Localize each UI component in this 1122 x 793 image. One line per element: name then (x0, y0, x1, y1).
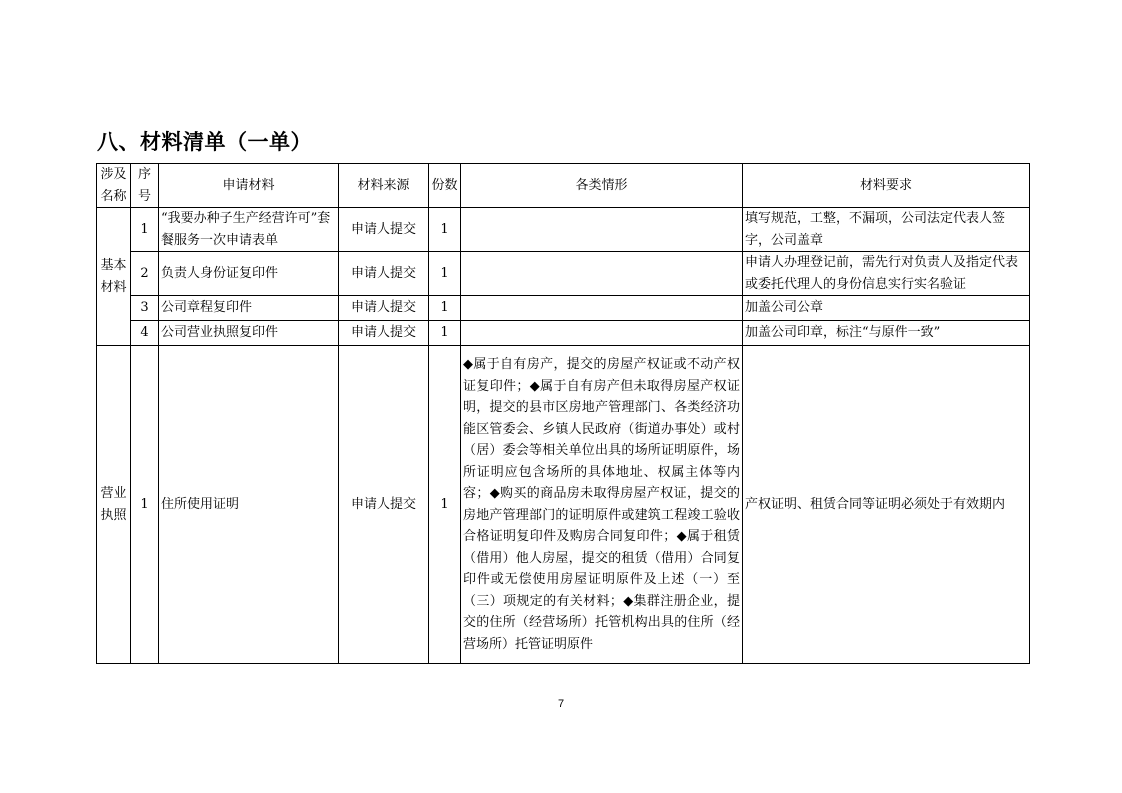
group-name-basic: 基本材料 (97, 208, 131, 346)
row-copies: 1 (429, 346, 461, 664)
row-copies: 1 (429, 208, 461, 252)
header-index: 序号 (131, 164, 159, 208)
row-material: 住所使用证明 (159, 346, 339, 664)
header-copies: 份数 (429, 164, 461, 208)
row-situation (461, 208, 743, 252)
table-header-row (97, 164, 1030, 208)
row-material: 负责人身份证复印件 (159, 252, 339, 296)
table-row (97, 252, 1030, 296)
row-index: 3 (131, 296, 159, 321)
header-situation: 各类情形 (461, 164, 743, 208)
row-source: 申请人提交 (339, 296, 429, 321)
page-title: 八、材料清单（一单） (97, 130, 312, 154)
row-copies: 1 (429, 296, 461, 321)
header-material: 申请材料 (159, 164, 339, 208)
header-requirement: 材料要求 (743, 164, 1030, 208)
row-copies: 1 (429, 321, 461, 346)
row-material: “我要办种子生产经营许可”套餐服务一次申请表单 (159, 208, 339, 252)
row-index: 4 (131, 321, 159, 346)
row-requirement: 填写规范，工整，不漏项，公司法定代表人签字，公司盖章 (743, 208, 1030, 252)
row-source: 申请人提交 (339, 321, 429, 346)
group-name-license: 营业执照 (97, 346, 131, 664)
row-index: 1 (131, 346, 159, 664)
table-row (97, 296, 1030, 321)
table-row (97, 208, 1030, 252)
row-situation: ◆属于自有房产，提交的房屋产权证或不动产权证复印件；◆属于自有房产但未取得房屋产权证明，提交的县市区房地产管理部门、各类经济功能区管委会、乡镇人民政府（街道办事处）或村（居）委会等相关单位出具的场所证明原件，场所证明应包含场所的具体地址、权属主体等内容；◆购买的商品房未取得房屋产权证，提交的房地产管理部门的证明原件或建筑工程竣工验收合格证明复印件及购房合同复印件；◆属于租赁（借用）他人房屋，提交的租赁（借用）合同复印件或无偿使用房屋证明原件及上述（一）至（三）项规定的有关材料；◆集群注册企业，提交的住所（经营场所）托管机构出具的住所（经营场所）托管证明原件 (461, 346, 743, 664)
row-source: 申请人提交 (339, 208, 429, 252)
row-situation (461, 321, 743, 346)
row-requirement: 产权证明、租赁合同等证明必须处于有效期内 (743, 346, 1030, 664)
row-source: 申请人提交 (339, 346, 429, 664)
row-situation (461, 296, 743, 321)
header-source: 材料来源 (339, 164, 429, 208)
page-number: 7 (557, 698, 565, 710)
row-source: 申请人提交 (339, 252, 429, 296)
row-material: 公司营业执照复印件 (159, 321, 339, 346)
materials-table (96, 163, 1030, 664)
row-requirement: 申请人办理登记前，需先行对负责人及指定代表或委托代理人的身份信息实行实名验证 (743, 252, 1030, 296)
row-index: 2 (131, 252, 159, 296)
row-copies: 1 (429, 252, 461, 296)
table-row (97, 321, 1030, 346)
row-material: 公司章程复印件 (159, 296, 339, 321)
row-situation (461, 252, 743, 296)
header-category: 涉及名称 (97, 164, 131, 208)
row-index: 1 (131, 208, 159, 252)
row-requirement: 加盖公司公章 (743, 296, 1030, 321)
row-requirement: 加盖公司印章，标注“与原件一致” (743, 321, 1030, 346)
table-row (97, 346, 1030, 664)
